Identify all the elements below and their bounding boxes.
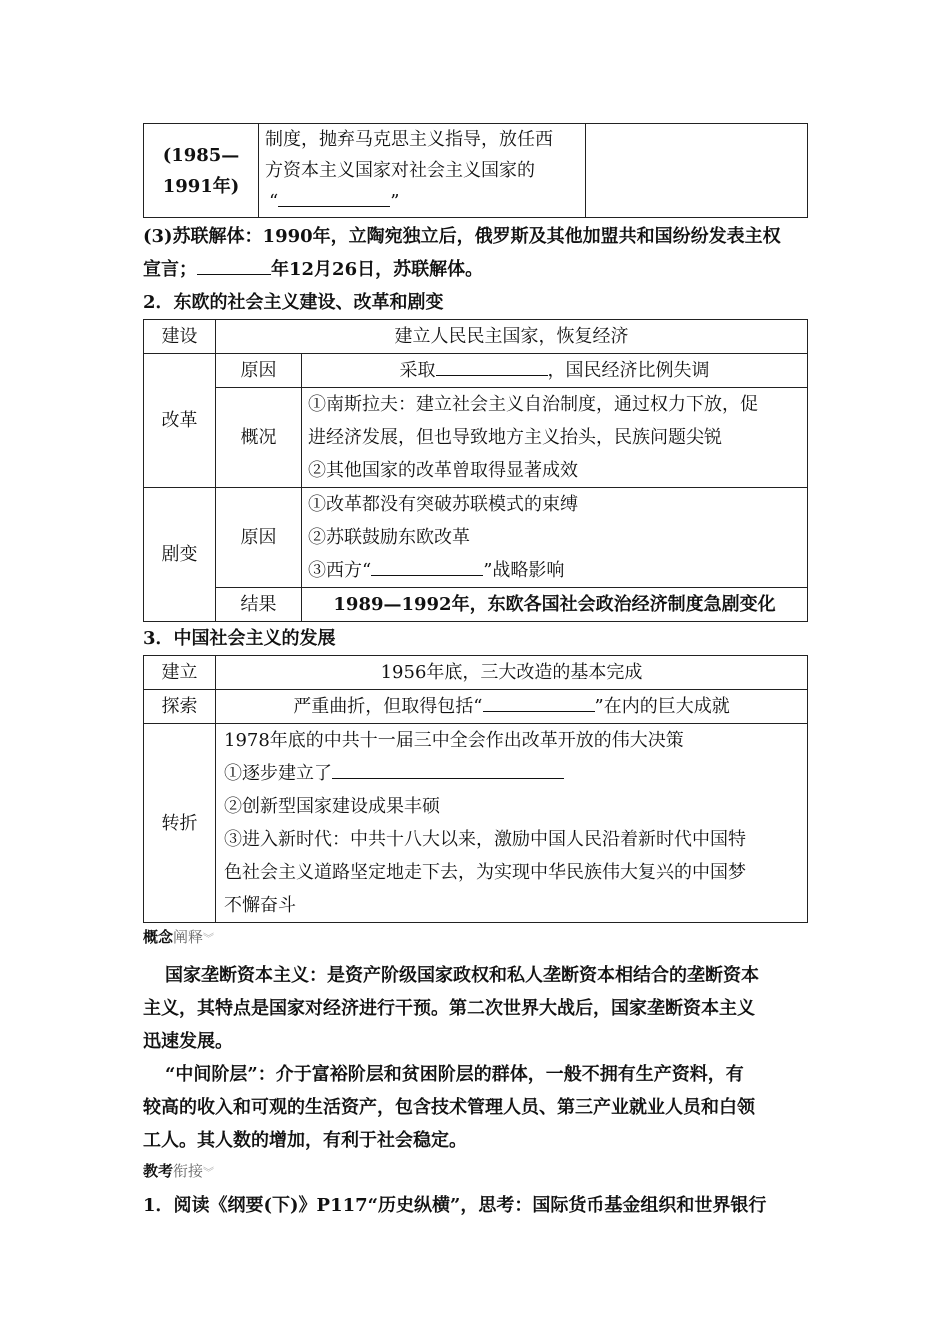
label-light: 衔接 [173,1162,204,1180]
table-row [144,656,808,690]
label-bold: 教考 [143,1162,174,1180]
text: 年12月26日，苏联解体。 [271,259,484,280]
text: 严重曲折，但取得包括“ [293,696,483,717]
sub-label: 概况 [216,388,302,488]
chevron-down-icon: ︾ [203,1166,215,1179]
dissolution-line-2 [143,253,807,286]
content-line: 色社会主义道路坚定地走下去，为实现中华民族伟大复兴的中国梦 [224,862,746,883]
quote-close: ” [390,191,400,212]
table-ussr-reform [143,123,808,218]
row-content: 建立人民民主国家，恢复经济 [216,320,808,354]
row-content [216,690,808,724]
table-row [144,690,808,724]
quote-open: “ [269,191,279,212]
concept-paragraph [143,1058,807,1157]
row-content [302,388,808,488]
content-line [308,554,801,587]
row-label: 建设 [144,320,216,354]
content-cell [259,124,586,218]
content-line: 不懈奋斗 [224,895,296,916]
table-row [144,588,808,622]
paragraph-line: 主义，其特点是国家对经济进行干预。第二次世界大战后，国家垄断资本主义 [143,998,755,1019]
row-label: 转折 [144,724,216,923]
fill-blank [278,186,390,207]
table-row [144,124,808,218]
concept-label [143,925,807,951]
row-label: 改革 [144,354,216,488]
period-cell [144,124,259,218]
text: ③西方“ [308,560,372,581]
text: ，国民经济比例失调 [547,360,710,381]
concept-paragraph [143,959,807,1058]
row-content: 1989—1992年，东欧各国社会政治经济制度急剧变化 [302,588,808,622]
sub-label: 原因 [216,488,302,588]
empty-cell [586,124,808,218]
text: ①逐步建立了 [224,763,332,784]
content-line [224,757,801,790]
paragraph-line: 工人。其人数的增加，有利于社会稳定。 [143,1130,467,1151]
content-line: ②其他国家的改革曾取得显著成效 [308,460,578,481]
dissolution-line-1: (3)苏联解体：1990年，立陶宛独立后，俄罗斯及其他加盟共和国纷纷发表主权 [143,226,781,247]
content-line: 方资本主义国家对社会主义国家的 [265,160,535,181]
row-label: 建立 [144,656,216,690]
label-bold: 概念 [143,928,174,946]
row-content [302,354,808,388]
table-eastern-europe [143,319,808,622]
sub-label: 原因 [216,354,302,388]
page [143,123,807,1222]
content-line: ①改革都没有突破苏联模式的束缚 [308,494,578,515]
chevron-down-icon: ︾ [203,932,215,945]
paragraph-line: 迅速发展。 [143,1031,233,1052]
content-line: ②苏联鼓励东欧改革 [308,527,470,548]
row-content [216,724,808,923]
paragraph-line: “中间阶层”：介于富裕阶层和贫困阶层的群体，一般不拥有生产资料，有 [165,1064,744,1085]
text: ”战略影响 [483,560,565,581]
text: 采取 [399,360,436,381]
section3-heading: 3．中国社会主义的发展 [143,628,336,649]
period-line: (1985— [162,144,240,166]
content-line: ①南斯拉夫：建立社会主义自治制度，通过权力下放，促 [308,394,758,415]
section2-heading: 2．东欧的社会主义建设、改革和剧变 [143,292,444,313]
content-line: ③进入新时代：中共十八大以来，激励中国人民沿着新时代中国特 [224,829,746,850]
content-line [265,186,579,217]
content-line: 进经济发展，但也导致地方主义抬头，民族问题尖锐 [308,427,722,448]
fill-blank [332,758,564,779]
fill-blank [197,254,271,275]
row-content: 1956年底，三大改造的基本完成 [216,656,808,690]
content-line: 1978年底的中共十一届三中全会作出改革开放的伟大决策 [224,730,684,751]
fill-blank [436,355,548,376]
sub-label: 结果 [216,588,302,622]
period-line: 1991年) [162,175,240,197]
fill-blank [371,555,483,576]
row-content [302,488,808,588]
label-light: 阐释 [173,928,204,946]
fill-blank [483,691,595,712]
table-row [144,354,808,388]
table-row [144,388,808,488]
content-line: 制度，抛弃马克思主义指导，放任西 [265,129,553,150]
row-label: 剧变 [144,488,216,622]
table-row [144,488,808,588]
table-china [143,655,808,923]
question-1: 1．阅读《纲要(下)》P117“历史纵横”，思考：国际货币基金组织和世界银行 [143,1195,767,1216]
table-row [144,724,808,923]
exam-label [143,1159,807,1185]
text: ”在内的巨大成就 [594,696,730,717]
text: 宣言； [143,259,197,280]
paragraph-line: 国家垄断资本主义：是资产阶级国家政权和私人垄断资本相结合的垄断资本 [165,965,759,986]
paragraph-line: 较高的收入和可观的生活资产，包含技术管理人员、第三产业就业人员和白领 [143,1097,755,1118]
content-line: ②创新型国家建设成果丰硕 [224,796,440,817]
table-row [144,320,808,354]
row-label: 探索 [144,690,216,724]
